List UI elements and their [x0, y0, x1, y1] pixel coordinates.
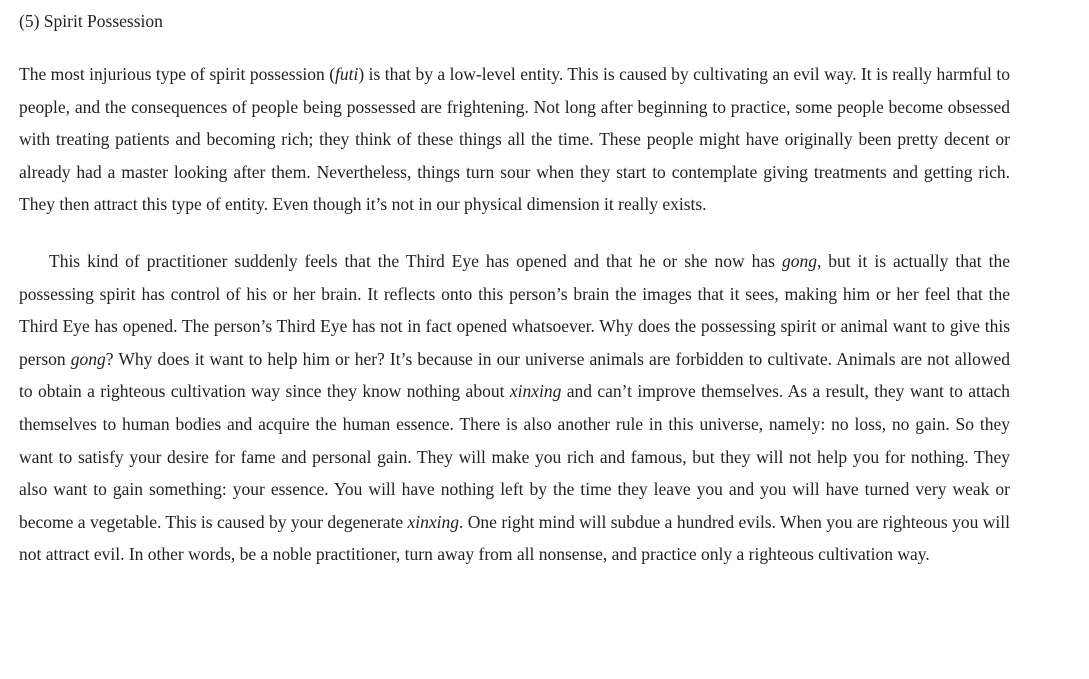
text-run: . One right mind will subdue a hundred evils. When you are righteous you will not attract evil. In other words, be a noble practitioner, turn away from all nonsense, and practice only a righteous cultivation way. — [19, 511, 1010, 565]
text-run: and can’t improve themselves. As a result, they want to attach themselves to human bodies and acquire the human essence. There is also another rule in this universe, namely: no loss, no gain. So they want to satisfy your desire for fame and personal gain. They will make you rich and famous, but they will not help you for nothing. They also want to gain something: your essence. You will have nothing left by the time they leave you and you will have turned very weak or become a vegetable. This is caused by your degenerate — [19, 381, 1010, 532]
italic-term-gong: gong — [781, 250, 817, 271]
text-run: ? Why does it want to help him or her? It’s because in our universe animals are forbidden to cultivate. Animals are not allowed to obtain a righteous cultivation way since they know nothing about — [19, 348, 1010, 402]
section-heading: (5) Spirit Possession — [19, 11, 163, 31]
italic-term-xinxing: xinxing — [407, 511, 460, 532]
text-run: , but it is actually that the possessing spirit has control of his or her brain. It reflects onto this person’s brain the images that it sees, making him or her feel that the Third Eye has opened. The person’s Third Eye has not in fact opened whatsoever. Why does the possessing spirit or animal want to give this person — [19, 250, 1010, 369]
text-run: The most injurious type of spirit possession ( — [19, 64, 336, 84]
paragraph-2 — [19, 245, 1010, 571]
text-run: ) is that by a low-level entity. This is caused by cultivating an evil way. It is really harmful to people, and the consequences of people being possessed are frightening. Not long after beginning to practice, some people become obsessed with treating patients and becoming rich; they think of these things all the time. These people might have originally been pretty decent or already had a master looking after them. Nevertheless, things turn sour when they start to contemplate giving treatments and getting rich. They then attract this type of entity. Even though it’s not in our physical dimension it really exists. — [19, 64, 1010, 215]
italic-term-gong: gong — [70, 348, 106, 369]
text-run: This kind of practitioner suddenly feels that the Third Eye has opened and that he or she now has — [49, 250, 782, 271]
paragraph-1 — [19, 58, 1010, 221]
italic-term-futi: futi — [335, 64, 359, 84]
italic-term-xinxing: xinxing — [509, 381, 562, 402]
